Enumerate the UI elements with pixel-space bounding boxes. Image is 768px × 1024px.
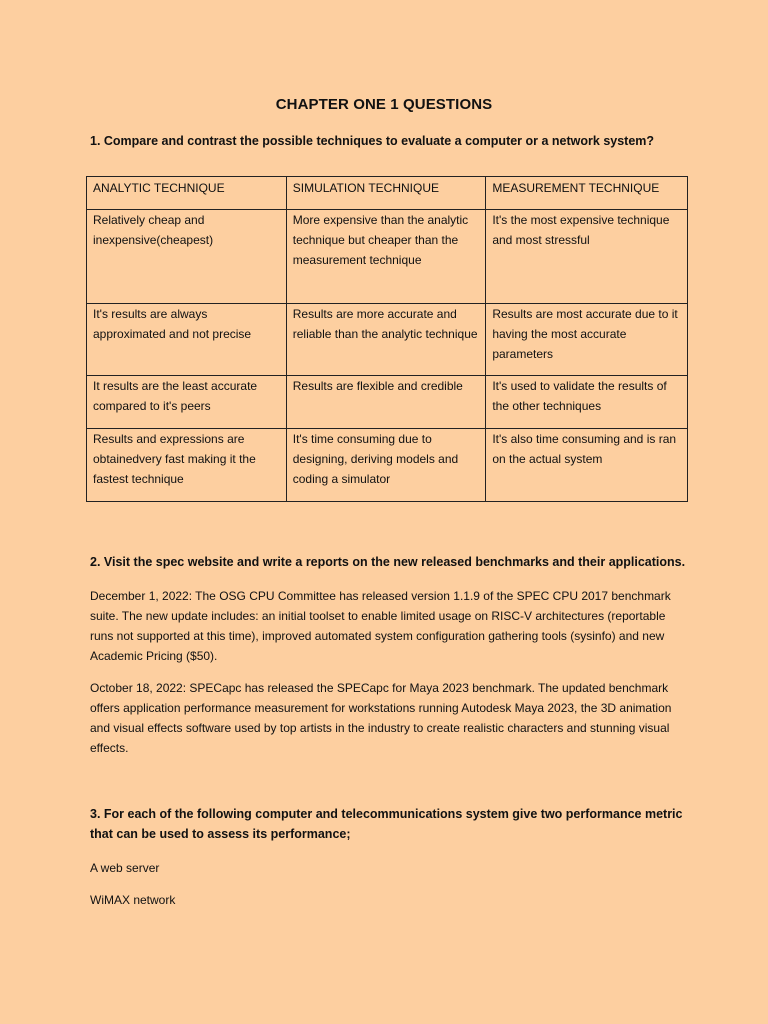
table-row: [87, 429, 688, 502]
techniques-table: [86, 176, 688, 502]
table-header-row: [87, 177, 688, 210]
list-item-web-server: A web server: [90, 861, 160, 875]
table-cell: More expensive than the analytic technique but cheaper than the measurement technique: [286, 210, 486, 304]
header-simulation: SIMULATION TECHNIQUE: [286, 177, 486, 210]
header-measurement: MEASUREMENT TECHNIQUE: [486, 177, 688, 210]
table-row: [87, 210, 688, 304]
table-cell: It's results are always approximated and not precise: [87, 304, 287, 376]
table-cell: Results are most accurate due to it having the most accurate parameters: [486, 304, 688, 376]
table-cell: Results are more accurate and reliable than the analytic technique: [286, 304, 486, 376]
table-cell: It's the most expensive technique and most stressful: [486, 210, 688, 304]
table-cell: It's time consuming due to designing, deriving models and coding a simulator: [286, 429, 486, 502]
question-1: 1. Compare and contrast the possible techniques to evaluate a computer or a network system?: [90, 134, 655, 148]
header-analytic: ANALYTIC TECHNIQUE: [87, 177, 287, 210]
table-row: [87, 304, 688, 376]
table-cell: It's used to validate the results of the other techniques: [486, 376, 688, 429]
table-cell: It results are the least accurate compared to it's peers: [87, 376, 287, 429]
table-cell: Results are flexible and credible: [286, 376, 486, 429]
table-cell: Relatively cheap and inexpensive(cheapest): [87, 210, 287, 304]
paragraph-spec-cpu: December 1, 2022: The OSG CPU Committee has released version 1.1.9 of the SPEC CPU 2017 benchmark suite. The new update includes: an initial toolset to enable limited usage on RISC-V architectures (reportable runs not supported at this time), improved automated system configuration gathering tools (sysinfo) and new Academic Pricing ($50).: [90, 589, 671, 663]
table-cell: It's also time consuming and is ran on the actual system: [486, 429, 688, 502]
question-3: 3. For each of the following computer and telecommunications system give two performance metric that can be used to assess its performance;: [90, 807, 683, 841]
paragraph-specapc-maya: October 18, 2022: SPECapc has released the SPECapc for Maya 2023 benchmark. The updated benchmark offers application performance measurement for workstations running Autodesk Maya 2023, the 3D animation and visual effects software used by top artists in the industry to create realistic characters and stunning visual effects.: [90, 681, 672, 755]
table-cell: Results and expressions are obtainedvery fast making it the fastest technique: [87, 429, 287, 502]
list-item-wimax-network: WiMAX network: [90, 893, 176, 907]
table-row: [87, 376, 688, 429]
question-2: 2. Visit the spec website and write a reports on the new released benchmarks and their applications.: [90, 555, 686, 569]
page-title: CHAPTER ONE 1 QUESTIONS: [275, 96, 493, 113]
